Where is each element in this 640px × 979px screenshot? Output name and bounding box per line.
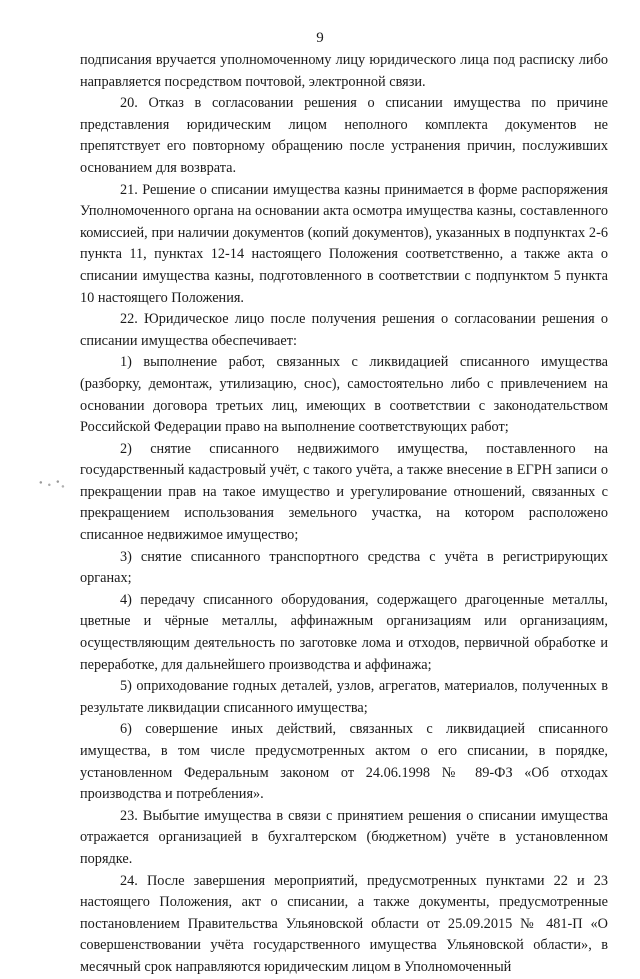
paragraph-22-item-6: 6) совершение иных действий, связанных с ликвидацией списанного имущества, в том числе предусмотренных актом о его списании, в порядке, установленном Федеральным законом от 24.06.1998 № 89-ФЗ «Об отходах производства и потребления». [80, 721, 608, 803]
paragraph-continuation: подписания вручается уполномоченному лицу юридического лица под расписку либо направляется посредством почтовой, электронной связи. [80, 52, 608, 90]
paragraph-23: 23. Выбытие имущества в связи с принятием решения о списании имущества отражается организацией в бухгалтерском (бюджетном) учёте в установленном порядке. [80, 807, 608, 867]
scan-speck [34, 476, 68, 492]
paragraph-22-item-2: 2) снятие списанного недвижимого имущества, поставленного на государственный кадастровый учёт, с такого учёта, а также внесение в ЕГРН записи о прекращении прав на такое имущество и урегулирование отношений, связанных с прекращением использования земельного участка, на котором расположено списанное недвижимое имущество; [80, 440, 608, 544]
page-number: 9 [316, 30, 324, 46]
paragraph-20: 20. Отказ в согласовании решения о списании имущества по причине представления юридическим лицом неполного комплекта документов не препятствует его повторному обращению после устранения причин, послуживших основанием для возврата. [80, 95, 608, 176]
paragraph-22: 22. Юридическое лицо после получения решения о согласовании решения о списании имущества обеспечивает: [80, 311, 608, 349]
paragraph-24: 24. После завершения мероприятий, предусмотренных пунктами 22 и 23 настоящего Положения, акт о списании, а также документы, предусмотренные постановлением Правительства Ульяновской области от 25.09.2015 № 481-П «О совершенствовании учёта государственного имущества Ульяновской области», в месячный срок направляются юридическим лицом в Уполномоченный [80, 872, 608, 975]
paragraph-22-item-1: 1) выполнение работ, связанных с ликвидацией списанного имущества (разборку, демонтаж, утилизацию, снос), самостоятельно либо с привлечением на основании договора третьих лиц, имеющих в соответствии с законодательством Российской Федерации право на выполнение соответствующих работ; [80, 354, 608, 436]
paragraph-22-item-4: 4) передачу списанного оборудования, содержащего драгоценные металлы, цветные и чёрные металлы, аффинажным организациям или организациям, осуществляющим деятельность по заготовке лома и отходов, первичной обработке и переработке, для дальнейшего производства и аффинажа; [80, 591, 608, 673]
paragraph-22-item-3: 3) снятие списанного транспортного средства с учёта в регистрирующих органах; [80, 548, 608, 587]
paragraph-22-item-5: 5) оприходование годных деталей, узлов, агрегатов, материалов, полученных в результате ликвидации списанного имущества; [80, 678, 608, 716]
document-body [80, 50, 608, 979]
paragraph-21: 21. Решение о списании имущества казны принимается в форме распоряжения Уполномоченного органа на основании акта осмотра имущества казны, составленного комиссией, при наличии документов (копий документов), указанных в подпунктах 2-6 пункта 11, пунктах 12-14 настоящего Положения соответственно, а также акта о списании имущества казны, подготовленного в соответствии с подпунктом 5 пункта 10 настоящего Положения. [80, 181, 608, 306]
